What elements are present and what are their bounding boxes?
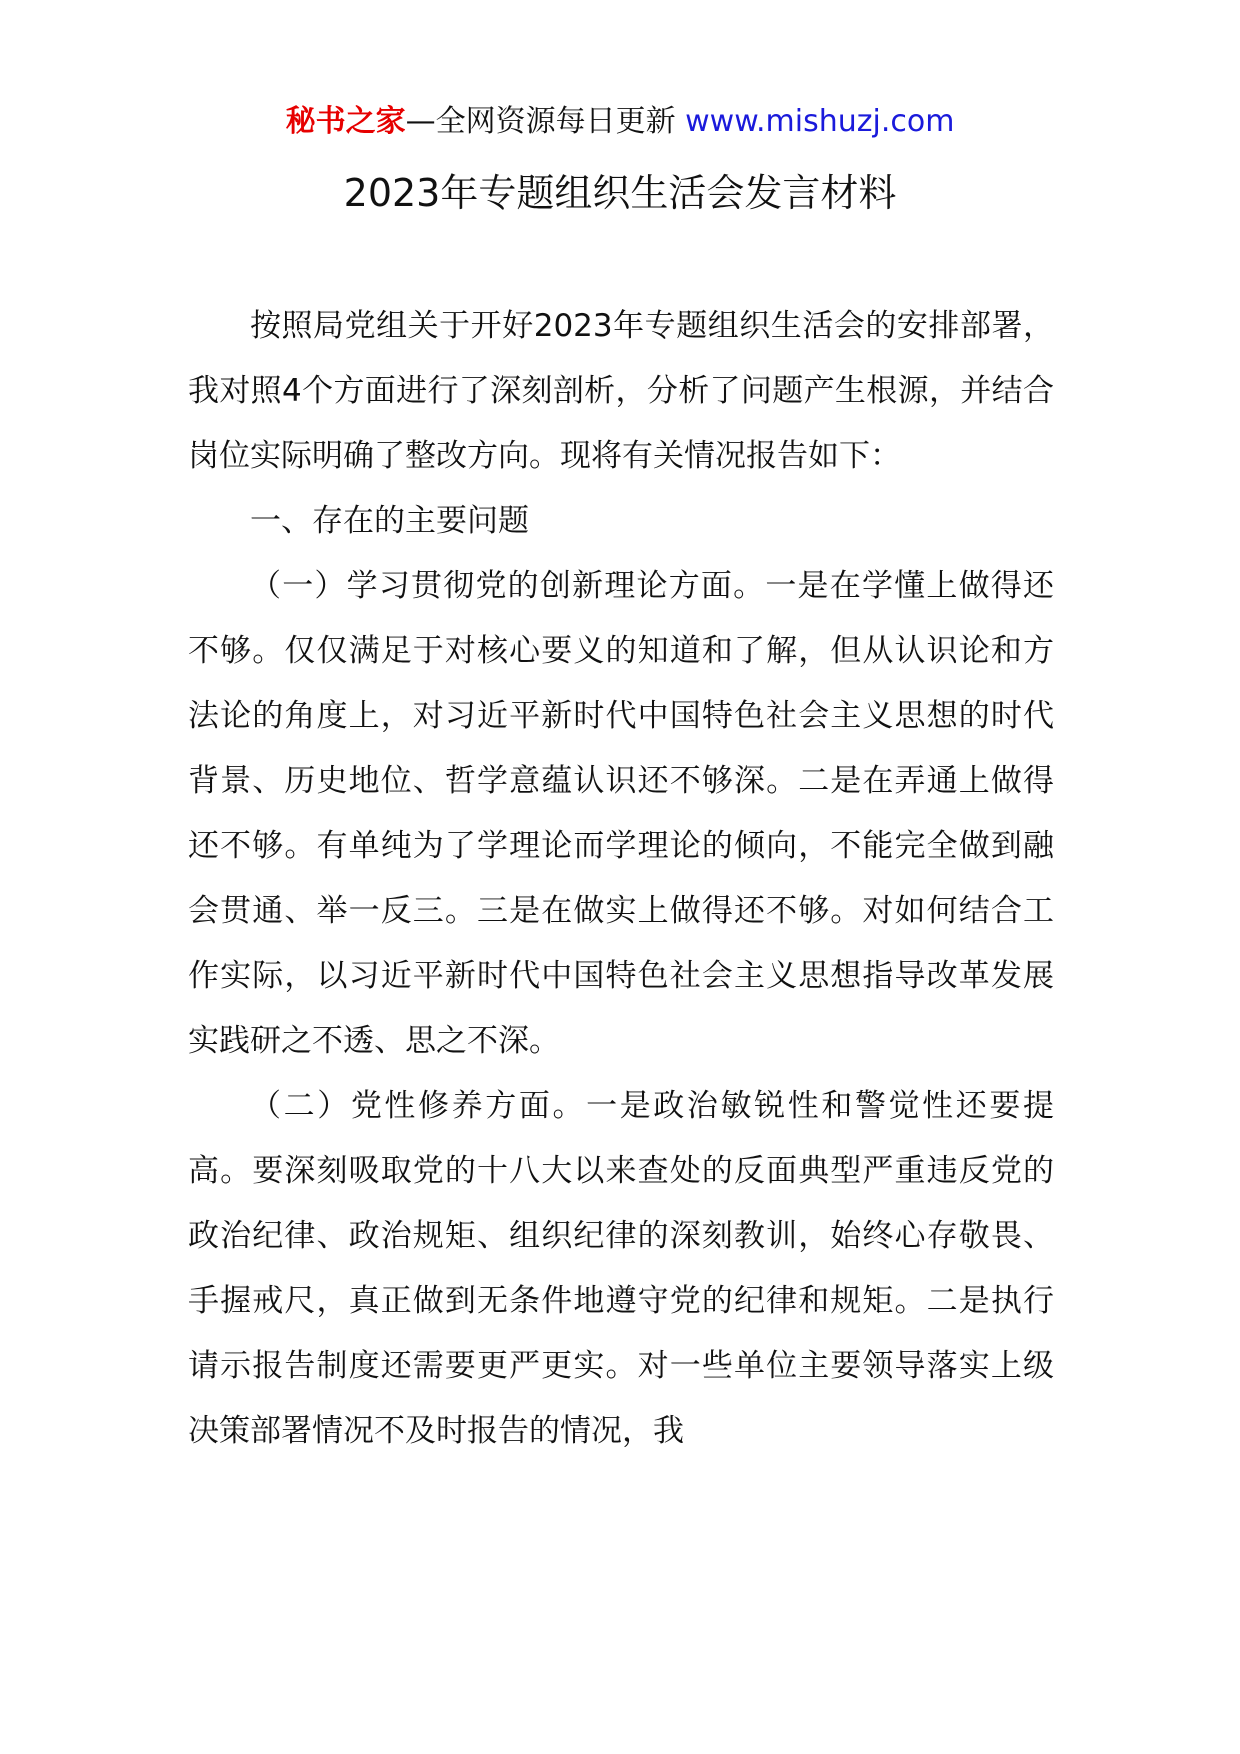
header-slogan: —全网资源每日更新 — [405, 104, 686, 139]
paragraph-intro: 按照局党组关于开好2023年专题组织生活会的安排部署，我对照4个方面进行了深刻剖析，分析了问题产生根源，并结合岗位实际明确了整改方向。现将有关情况报告如下： — [188, 308, 1054, 474]
section-heading-1: 一、存在的主要问题 — [250, 503, 529, 539]
paragraph-party-spirit: （二）党性修养方面。一是政治敏锐性和警觉性还要提高。要深刻吸取党的十八大以来查处的反面典型严重违反党的政治纪律、政治规矩、组织纪律的深刻教训，始终心存敬畏、手握戒尺，真正做到无条件地遵守党的纪律和规矩。二是执行请示报告制度还需要更严更实。对一些单位主要领导落实上级决策部署情况不及时报告的情况，我 — [188, 1088, 1054, 1449]
paragraph-theory-study: （一）学习贯彻党的创新理论方面。一是在学懂上做得还不够。仅仅满足于对核心要义的知道和了解，但从认识论和方法论的角度上，对习近平新时代中国特色社会主义思想的时代背景、历史地位、哲学意蕴认识还不够深。二是在弄通上做得还不够。有单纯为了学理论而学理论的倾向，不能完全做到融会贯通、举一反三。三是在做实上做得还不够。对如何结合工作实际，以习近平新时代中国特色社会主义思想指导改革发展实践研之不透、思之不深。 — [188, 568, 1054, 1059]
document-body — [188, 294, 1054, 1464]
site-url: www.mishuzj.com — [685, 104, 955, 139]
brand-name: 秘书之家 — [285, 104, 406, 139]
document-title: 2023年专题组织生活会发言材料 — [343, 171, 897, 215]
watermark-header — [0, 100, 1240, 144]
